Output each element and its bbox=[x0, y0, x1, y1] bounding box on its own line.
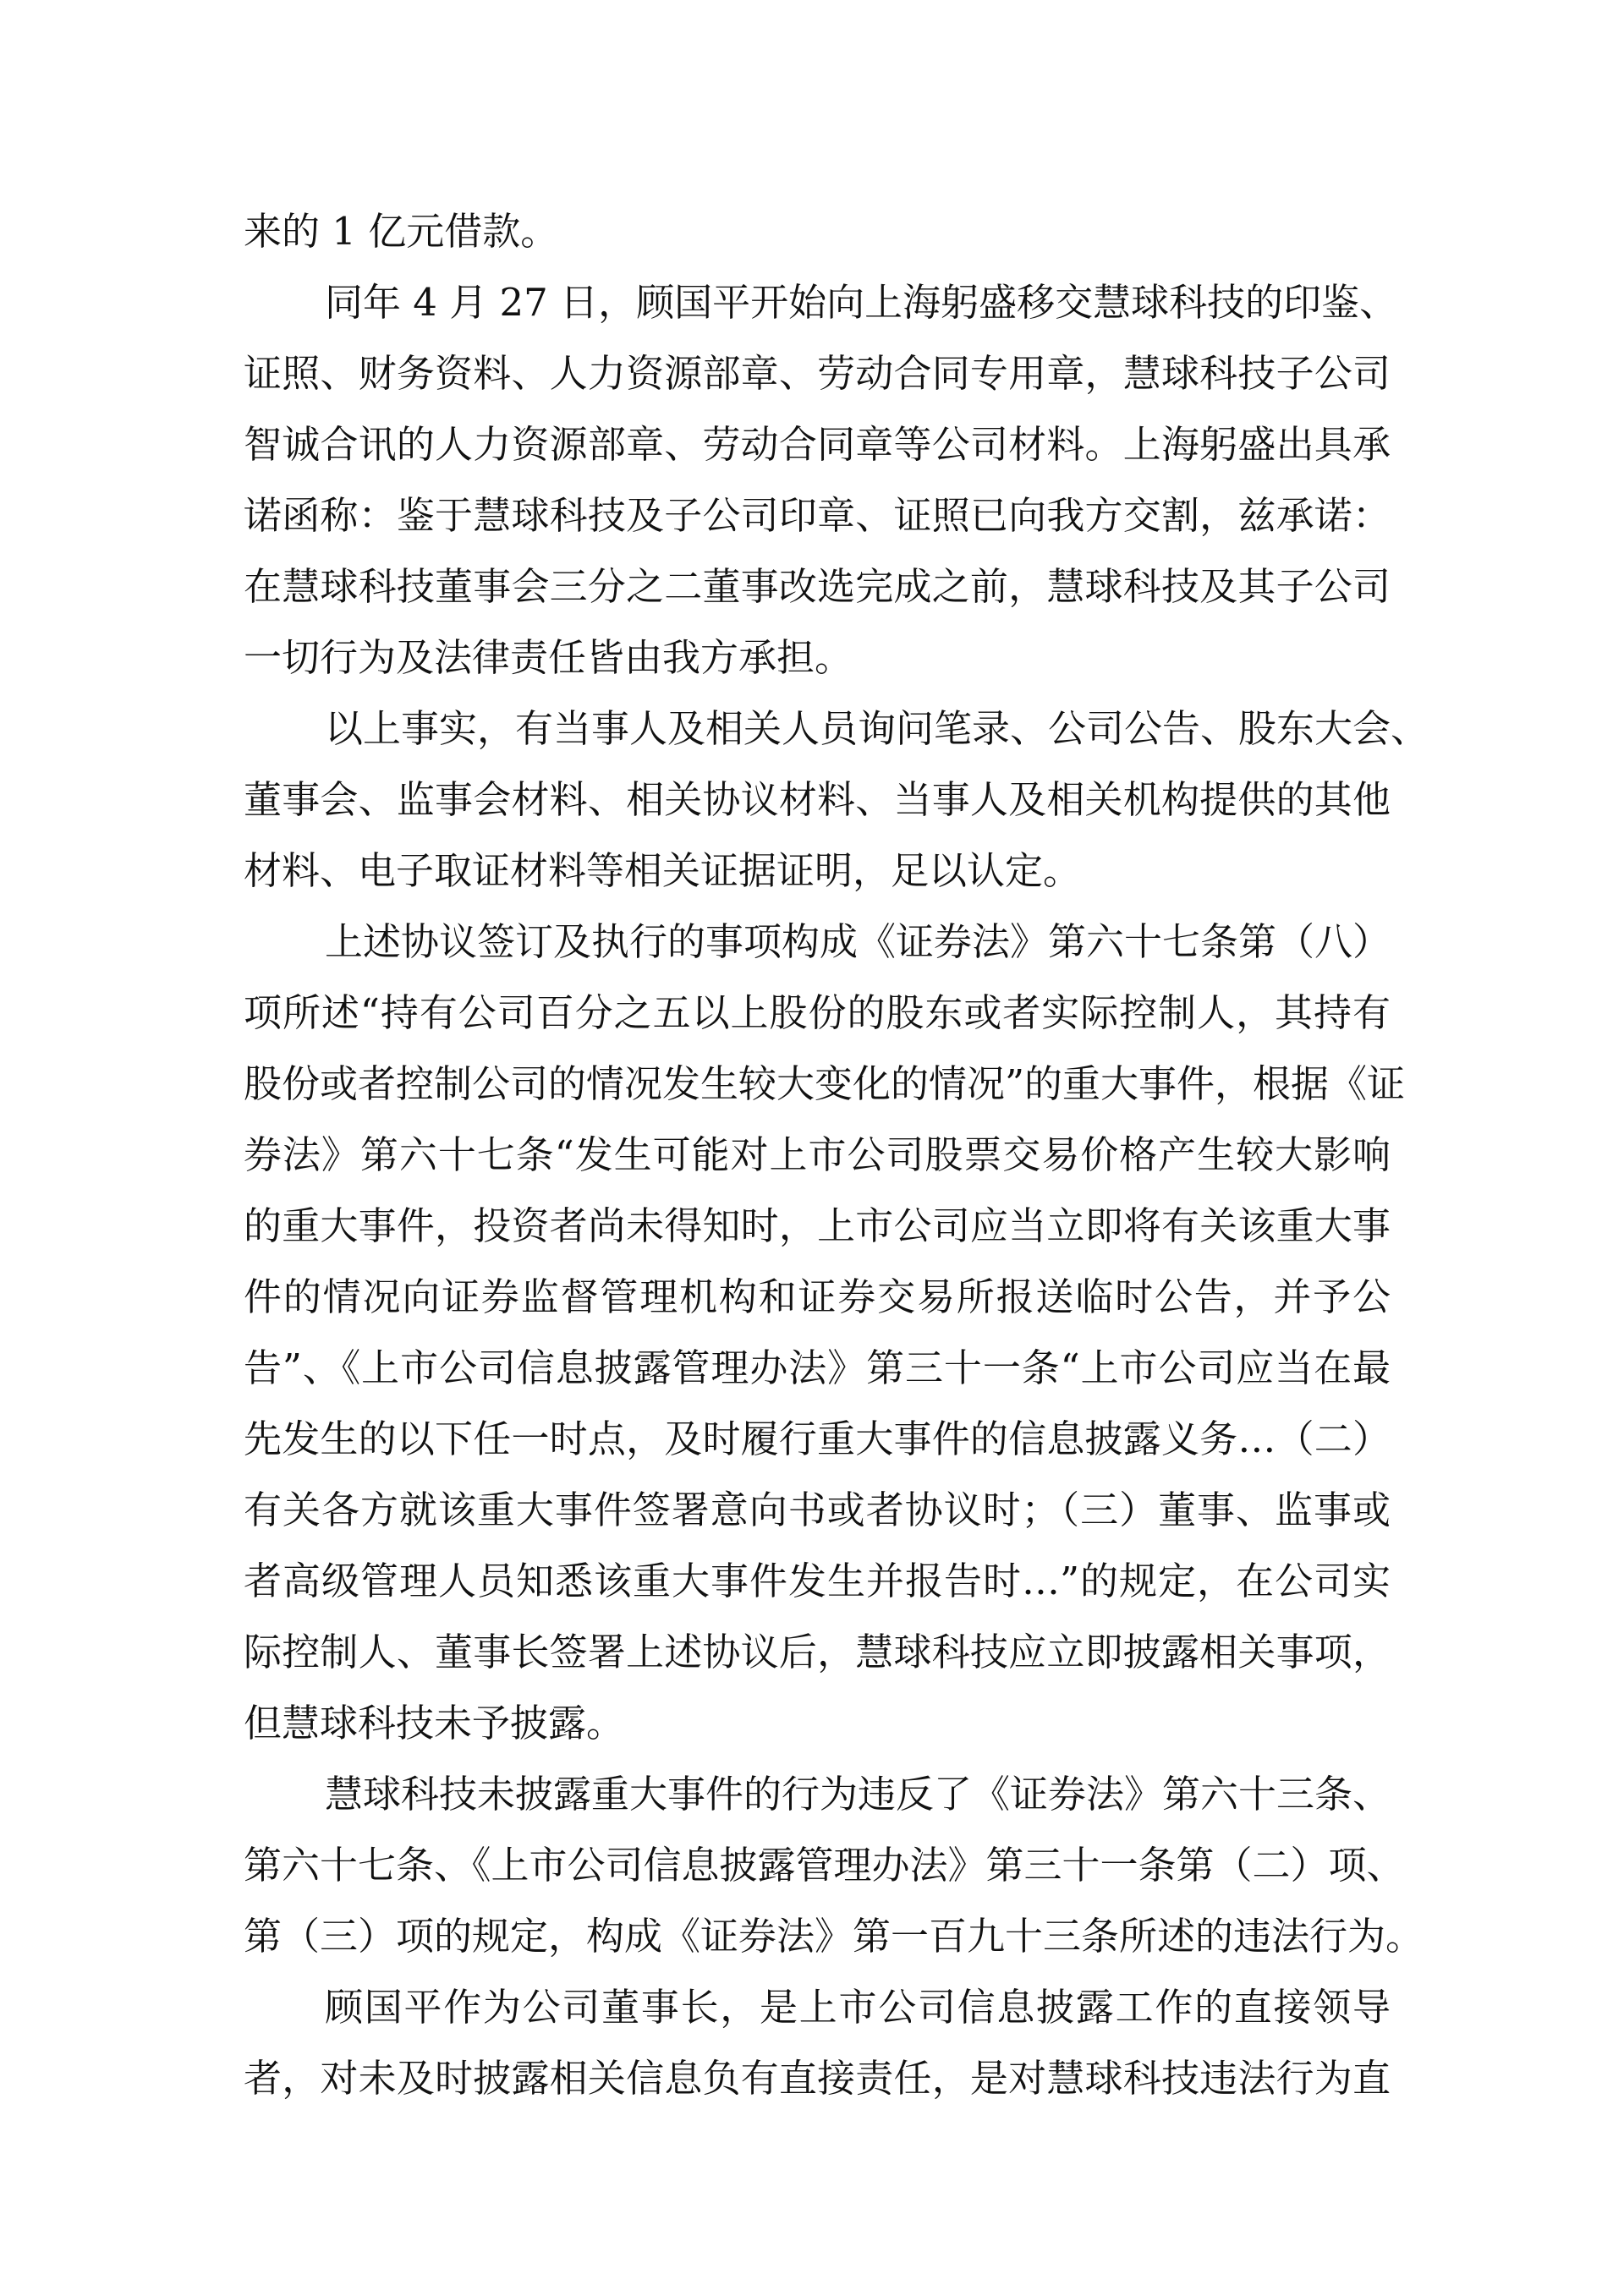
text-line: 慧球科技未披露重大事件的行为违反了《证券法》第六十三条、 bbox=[325, 1772, 1391, 1817]
text-line: 件的情况向证券监督管理机构和证券交易所报送临时公告，并予公 bbox=[244, 1274, 1391, 1319]
paragraph-evidence bbox=[244, 693, 1429, 907]
text-line: 一切行为及法律责任皆由我方承担。 bbox=[244, 635, 853, 680]
paragraph-legal-analysis bbox=[244, 907, 1406, 1759]
paragraph-violation bbox=[244, 1759, 1424, 1972]
text-line: 告”、《上市公司信息披露管理办法》第三十一条“上市公司应当在最 bbox=[244, 1345, 1391, 1390]
text-line: 的重大事件，投资者尚未得知时，上市公司应当立即将有关该重大事 bbox=[244, 1203, 1391, 1248]
text-line: 者，对未及时披露相关信息负有直接责任，是对慧球科技违法行为直 bbox=[244, 2056, 1391, 2101]
text-line: 第（三）项的规定，构成《证券法》第一百九十三条所述的违法行为。 bbox=[244, 1914, 1424, 1959]
text-line: 股份或者控制公司的情况发生较大变化的情况”的重大事件，根据《证 bbox=[244, 1061, 1406, 1106]
text-line: 材料、电子取证材料等相关证据证明，足以认定。 bbox=[244, 848, 1082, 893]
text-line: 项所述“持有公司百分之五以上股份的股东或者实际控制人，其持有 bbox=[244, 990, 1391, 1035]
text-line: 先发生的以下任一时点，及时履行重大事件的信息披露义务…（二） bbox=[244, 1417, 1391, 1461]
text-line: 顾国平作为公司董事长，是上市公司信息披露工作的直接领导 bbox=[325, 1985, 1391, 2030]
text-line: 在慧球科技董事会三分之二董事改选完成之前，慧球科技及其子公司 bbox=[244, 564, 1391, 609]
paragraph-seal-handover bbox=[244, 267, 1398, 693]
text-line: 第六十七条、《上市公司信息披露管理办法》第三十一条第（二）项、 bbox=[244, 1843, 1405, 1888]
paragraph-responsibility bbox=[244, 1972, 1391, 2114]
text-line: 董事会、监事会材料、相关协议材料、当事人及相关机构提供的其他 bbox=[244, 777, 1391, 822]
text-line: 有关各方就该重大事件签署意向书或者协议时；（三）董事、监事或 bbox=[244, 1488, 1391, 1532]
text-line: 诺函称：鉴于慧球科技及子公司印章、证照已向我方交割，兹承诺： bbox=[244, 493, 1391, 538]
text-line: 来的 1 亿元借款。 bbox=[244, 209, 559, 254]
paragraph-loan-ending bbox=[244, 196, 1391, 267]
text-line: 际控制人、董事长签署上述协议后，慧球科技应立即披露相关事项， bbox=[244, 1630, 1391, 1674]
text-line: 智诚合讯的人力资源部章、劳动合同章等公司材料。上海躬盛出具承 bbox=[244, 422, 1391, 467]
text-line: 者高级管理人员知悉该重大事件发生并报告时…”的规定，在公司实 bbox=[244, 1559, 1391, 1603]
text-line: 同年 4 月 27 日，顾国平开始向上海躬盛移交慧球科技的印鉴、 bbox=[325, 280, 1398, 325]
document-page bbox=[244, 196, 1429, 2114]
text-line: 券法》第六十七条“发生可能对上市公司股票交易价格产生较大影响 bbox=[244, 1132, 1391, 1177]
text-line: 证照、财务资料、人力资源部章、劳动合同专用章，慧球科技子公司 bbox=[244, 351, 1391, 396]
text-line: 上述协议签订及执行的事项构成《证券法》第六十七条第（八） bbox=[325, 919, 1391, 964]
text-line: 以上事实，有当事人及相关人员询问笔录、公司公告、股东大会、 bbox=[325, 706, 1429, 751]
text-line: 但慧球科技未予披露。 bbox=[244, 1701, 625, 1745]
